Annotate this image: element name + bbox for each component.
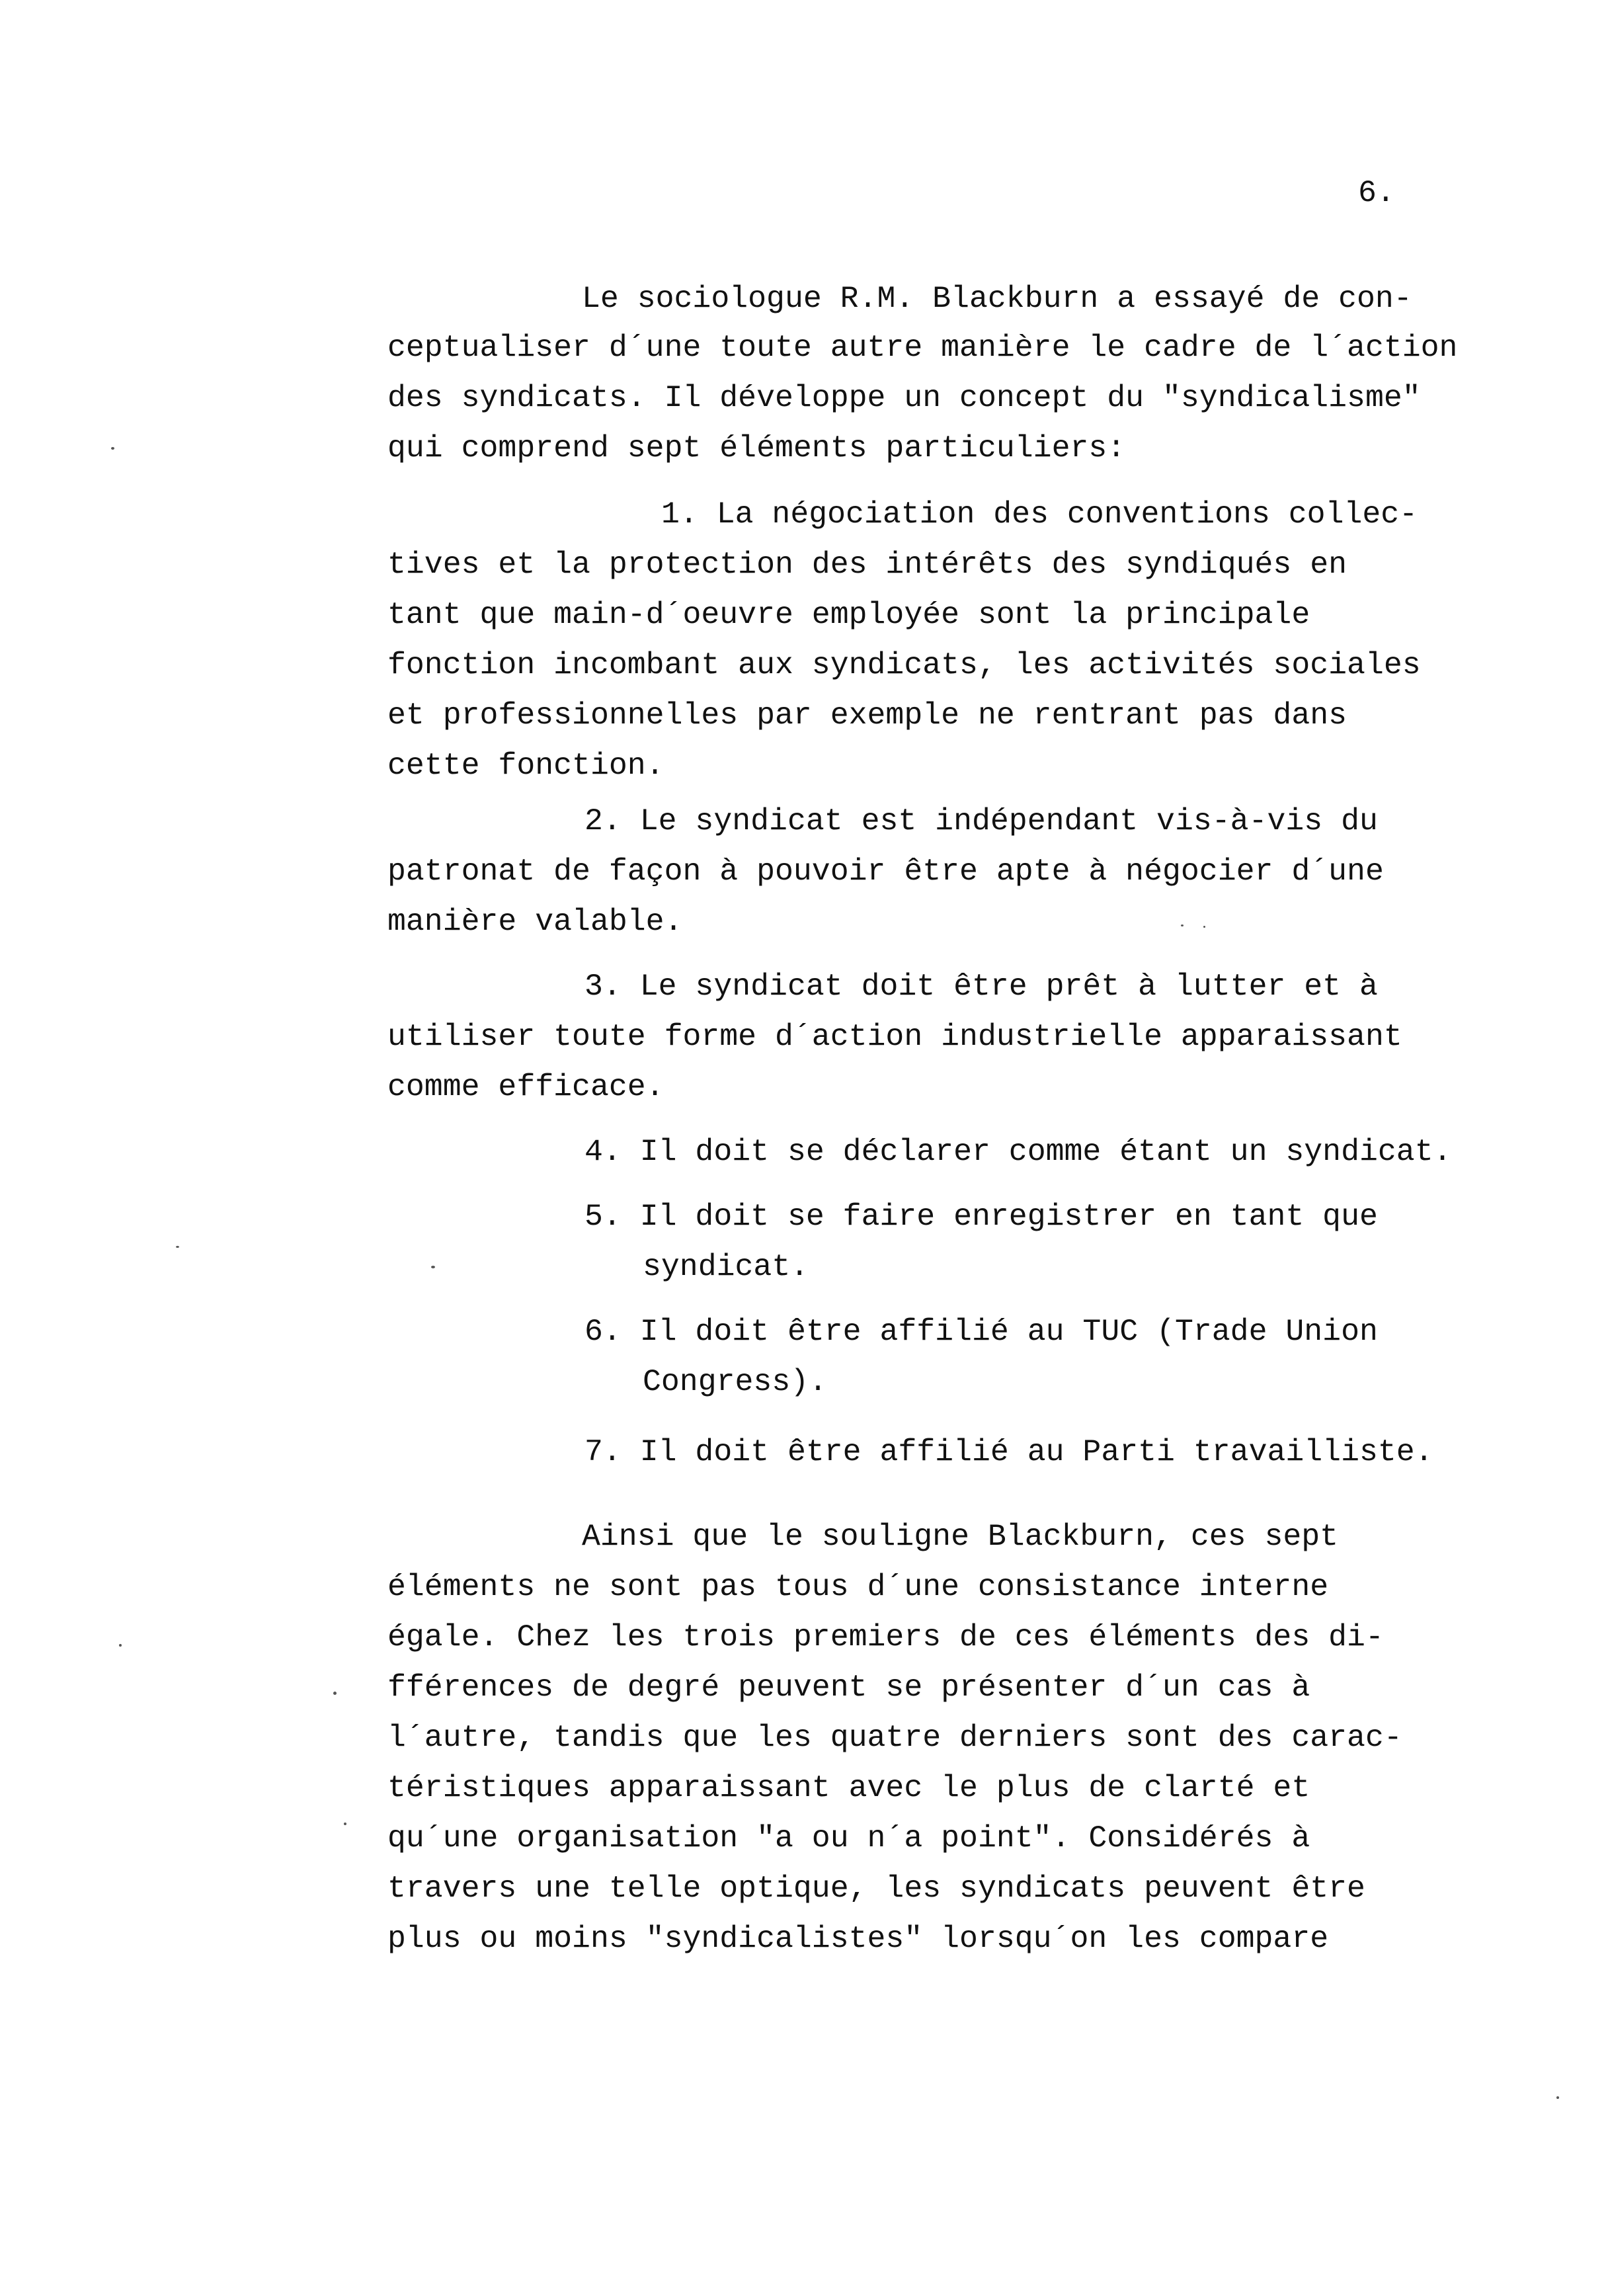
- paragraph-2-line-9: plus ou moins "syndicalistes" lorsqu´on les compare: [387, 1921, 1329, 1956]
- paragraph-2-line-3: égale. Chez les trois premiers de ces éléments des di-: [387, 1620, 1384, 1655]
- paragraph-2-line-6: téristiques apparaissant avec le plus de clarté et: [387, 1770, 1310, 1805]
- item-7-line-1: 7. Il doit être affilié au Parti travailliste.: [584, 1434, 1433, 1469]
- scan-speck: [111, 447, 114, 450]
- scan-speck: [1556, 2096, 1559, 2099]
- item-3-line-3: comme efficace.: [387, 1069, 664, 1104]
- item-6-line-2: Congress).: [643, 1364, 828, 1399]
- scan-speck: [333, 1692, 337, 1695]
- scan-speck: [1181, 924, 1184, 926]
- item-5-line-2: syndicat.: [643, 1249, 809, 1284]
- scan-speck: [344, 1823, 346, 1825]
- item-2-line-2: patronat de façon à pouvoir être apte à négocier d´une: [387, 854, 1384, 889]
- scan-speck: [1203, 926, 1205, 928]
- paragraph-1-line-2: ceptualiser d´une toute autre manière le cadre de l´action: [387, 330, 1458, 365]
- item-5-line-1: 5. Il doit se faire enregistrer en tant que: [584, 1199, 1378, 1234]
- paragraph-2-line-2: éléments ne sont pas tous d´une consistance interne: [387, 1569, 1329, 1604]
- item-1-line-3: tant que main-d´oeuvre employée sont la principale: [387, 597, 1310, 632]
- item-4-line-1: 4. Il doit se déclarer comme étant un syndicat.: [584, 1134, 1452, 1169]
- paragraph-1-line-1: Le sociologue R.M. Blackburn a essayé de con-: [582, 281, 1412, 316]
- paragraph-2-line-8: travers une telle optique, les syndicats peuvent être: [387, 1871, 1365, 1906]
- paragraph-2-line-1: Ainsi que le souligne Blackburn, ces sept: [582, 1519, 1339, 1554]
- paragraph-2-line-7: qu´une organisation "a ou n´a point". Considérés à: [387, 1821, 1310, 1856]
- item-1-line-4: fonction incombant aux syndicats, les activités sociales: [387, 647, 1421, 682]
- paragraph-1-line-3: des syndicats. Il développe un concept du "syndicalisme": [387, 380, 1421, 415]
- page-number: 6.: [1358, 175, 1395, 210]
- scan-speck: [119, 1644, 122, 1647]
- scan-speck: [176, 1246, 179, 1248]
- paragraph-1-line-4: qui comprend sept éléments particuliers:: [387, 430, 1126, 466]
- item-3-line-1: 3. Le syndicat doit être prêt à lutter et à: [584, 969, 1378, 1004]
- item-6-line-1: 6. Il doit être affilié au TUC (Trade Union: [584, 1314, 1378, 1349]
- item-2-line-3: manière valable.: [387, 904, 683, 939]
- paragraph-2-line-5: l´autre, tandis que les quatre derniers sont des carac-: [387, 1720, 1402, 1755]
- scan-speck: [431, 1266, 435, 1268]
- item-1-line-6: cette fonction.: [387, 748, 664, 783]
- item-2-line-1: 2. Le syndicat est indépendant vis-à-vis du: [584, 803, 1378, 839]
- item-1-line-2: tives et la protection des intérêts des syndiqués en: [387, 547, 1347, 582]
- item-1-line-1: 1. La négociation des conventions collec-: [661, 497, 1418, 532]
- item-1-line-5: et professionnelles par exemple ne rentrant pas dans: [387, 698, 1347, 733]
- item-3-line-2: utiliser toute forme d´action industrielle apparaissant: [387, 1019, 1402, 1054]
- paragraph-2-line-4: fférences de degré peuvent se présenter d´un cas à: [387, 1670, 1310, 1705]
